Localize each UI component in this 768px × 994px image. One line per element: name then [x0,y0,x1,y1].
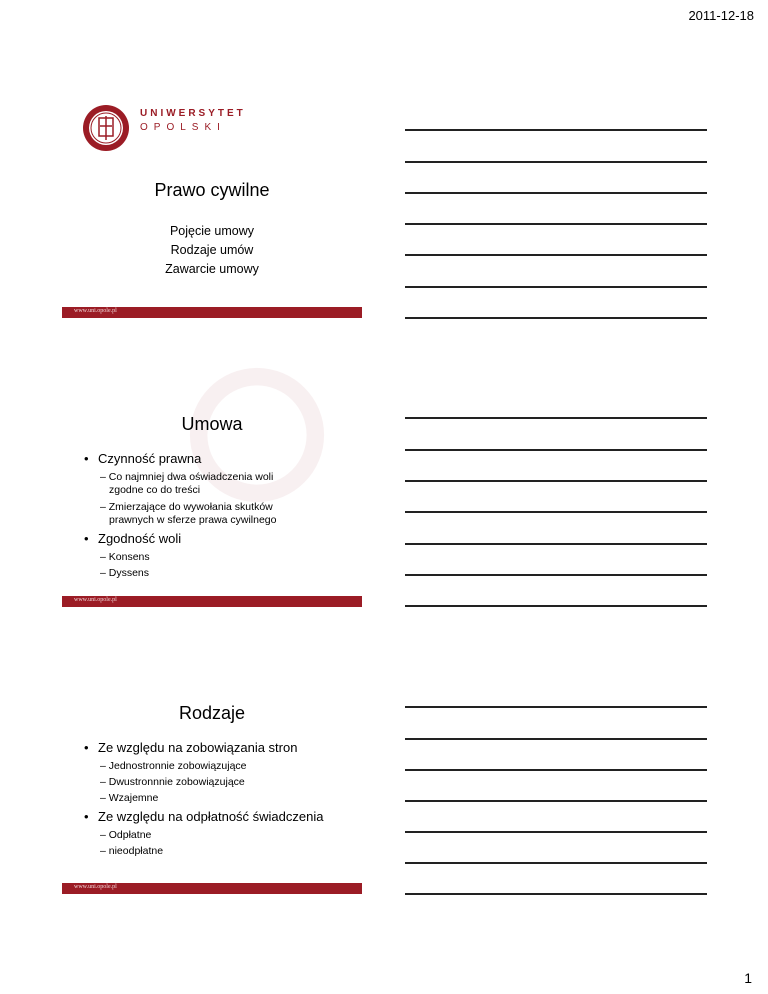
sub-bullet: – Jednostronnie zobowiązujące [100,760,247,772]
logo-text-line2: OPOLSKI [140,122,226,133]
note-line [405,862,707,864]
topic-item: Rodzaje umów [170,243,254,257]
note-line [405,738,707,740]
footer-bar [62,596,362,607]
slide-title: Rodzaje [178,703,246,723]
note-line [405,769,707,771]
note-line [405,480,707,482]
bullet-item: • Czynność prawna [84,451,202,466]
note-line [405,893,707,895]
slide-2 [62,350,362,610]
sub-bullet: – Co najmniej dwa oświadczenia woli [100,471,274,483]
date-header: 2011-12-18 [688,8,754,23]
bullet-item: • Ze względu na odpłatność świadczenia [84,809,324,824]
sub-bullet-continuation: prawnych w sferze prawa cywilnego [109,514,277,526]
sub-bullet: – Wzajemne [100,792,159,804]
sub-bullet: – Odpłatne [100,829,152,841]
seal-watermark-icon [187,365,327,505]
footer-url: www.uni.opole.pl [74,308,117,314]
note-line [405,161,707,163]
sub-bullet: – Konsens [100,551,150,563]
slide-title: Prawo cywilne [154,180,270,200]
note-line [405,706,707,708]
note-line [405,192,707,194]
footer-bar [62,883,362,894]
note-line [405,605,707,607]
note-line [405,831,707,833]
university-seal-icon [82,104,130,152]
note-line [405,223,707,225]
sub-bullet: – Dyssens [100,567,150,579]
note-line [405,449,707,451]
slide-title: Umowa [181,414,243,434]
note-line [405,286,707,288]
sub-bullet: – Dwustronnnie zobowiązujące [100,776,245,788]
bullet-item: • Zgodność woli [84,531,182,546]
logo-text-line1: UNIWERSYTET [140,108,246,119]
sub-bullet: – Zmierzające do wywołania skutków [100,501,273,513]
note-line [405,317,707,319]
footer-url: www.uni.opole.pl [74,884,117,890]
note-line [405,574,707,576]
note-line [405,417,707,419]
bullet-item: • Ze względu na zobowiązania stron [84,740,298,755]
slide-1 [62,62,362,322]
note-line [405,254,707,256]
note-line [405,511,707,513]
sub-bullet-continuation: zgodne co do treści [109,484,201,496]
footer-url: www.uni.opole.pl [74,597,117,603]
note-line [405,800,707,802]
topic-item: Zawarcie umowy [165,262,259,276]
footer-bar [62,307,362,318]
topic-item: Pojęcie umowy [169,224,255,238]
sub-bullet: – nieodpłatne [100,845,164,857]
note-line [405,543,707,545]
page-number: 1 [744,970,752,986]
topic-list [62,222,362,279]
slide-3 [62,640,362,900]
note-line [405,129,707,131]
